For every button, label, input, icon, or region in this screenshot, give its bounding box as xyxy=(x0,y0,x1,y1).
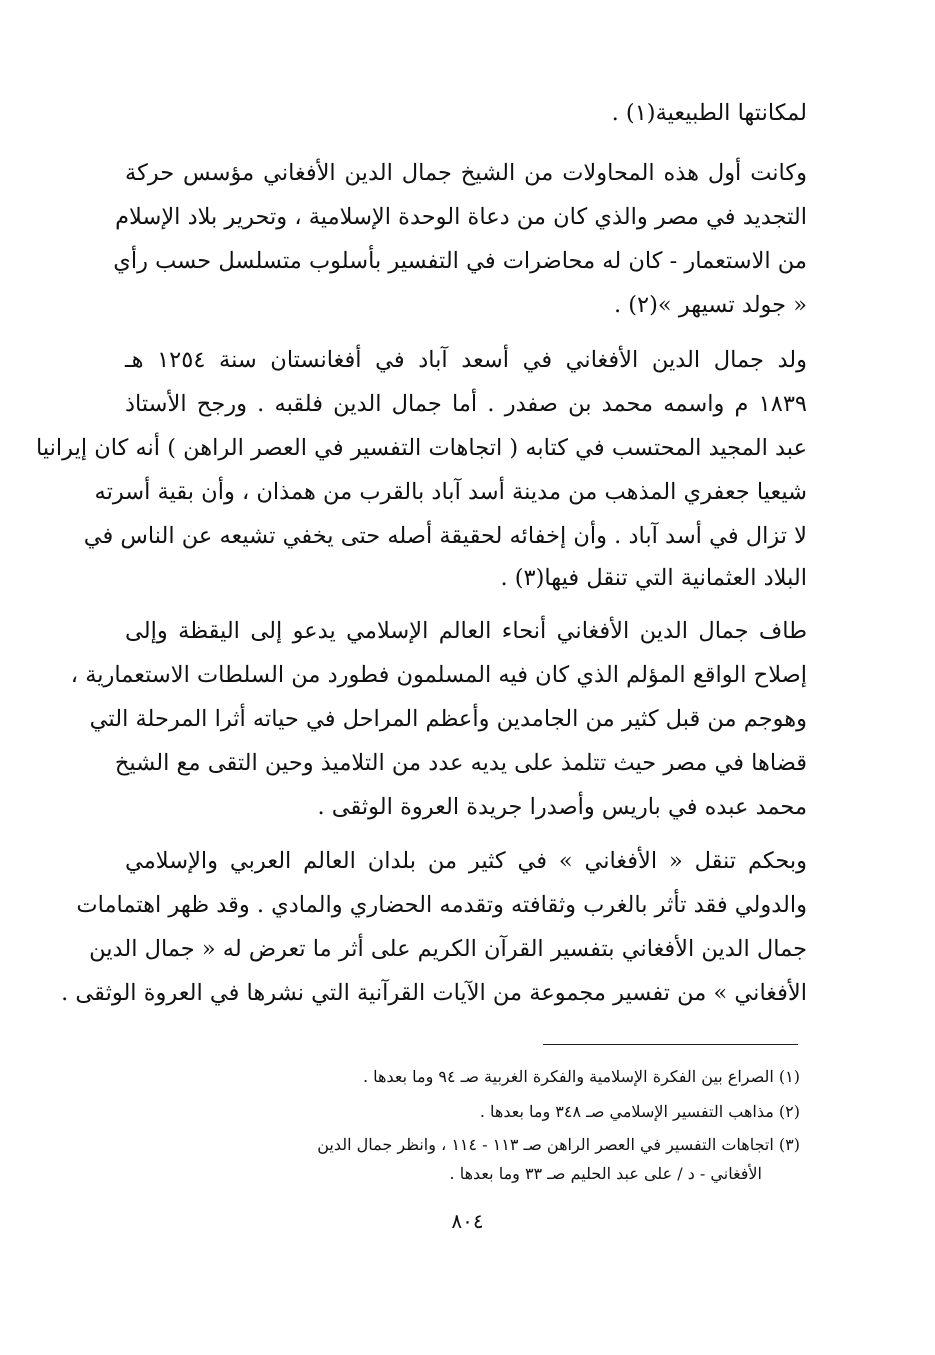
footnote-separator xyxy=(543,1044,798,1045)
footnote: (٣) اتجاهات التفسير في العصر الراهن صـ ١١٣ - ١١٤ ، وانظر جمال الدين xyxy=(317,1135,800,1154)
body-line: « جولد تسيهر »(٢) . xyxy=(613,292,807,318)
body-line: والدولي فقد تأثر بالغرب وثقافته وتقدمه الحضاري والمادي . وقد ظهر اهتمامات xyxy=(76,892,807,918)
body-line: البلاد العثمانية التي تنقل فيها(٣) . xyxy=(500,565,807,591)
body-line: وكانت أول هذه المحاولات من الشيخ جمال الدين الأفغاني مؤسس حركة xyxy=(125,160,807,186)
body-line: وهوجم من قبل كثير من الجامدين وأعظم المراحل في حياته أثرا المرحلة التي xyxy=(89,706,807,732)
body-line: من الاستعمار - كان له محاضرات في التفسير بأسلوب متسلسل حسب رأي xyxy=(113,248,807,274)
body-line: وبحكم تنقل « الأفغاني » في كثير من بلدان العالم العربي والإسلامي xyxy=(125,848,807,874)
page-number: ٨٠٤ xyxy=(451,1209,484,1233)
body-line: عبد المجيد المحتسب في كتابه ( اتجاهات التفسير في العصر الراهن ) أنه كان إيرانيا xyxy=(36,435,807,461)
body-line: ولد جمال الدين الأفغاني في أسعد آباد في أفغانستان سنة ١٢٥٤ هـ xyxy=(125,347,807,373)
body-line: قضاها في مصر حيث تتلمذ على يديه عدد من التلاميذ وحين التقى مع الشيخ xyxy=(114,750,807,776)
footnote-continuation: الأفغاني - د / على عبد الحليم صـ ٣٣ وما بعدها . xyxy=(449,1164,762,1183)
footnote: (٢) مذاهب التفسير الإسلامي صـ ٣٤٨ وما بعدها . xyxy=(479,1102,800,1121)
footnote: (١) الصراع بين الفكرة الإسلامية والفكرة الغربية صـ ٩٤ وما بعدها . xyxy=(363,1067,800,1086)
body-line: التجديد في مصر والذي كان من دعاة الوحدة الإسلامية ، وتحرير بلاد الإسلام xyxy=(115,204,807,230)
body-line: إصلاح الواقع المؤلم الذي كان فيه المسلمون فطورد من السلطات الاستعمارية ، xyxy=(70,662,807,688)
body-line: لمكانتها الطبيعية(١) . xyxy=(611,100,807,126)
body-line: ١٨٣٩ م واسمه محمد بن صفدر . أما جمال الدين فلقبه . ورجح الأستاذ xyxy=(125,391,807,417)
body-line: شيعيا جعفري المذهب من مدينة أسد آباد بالقرب من همذان ، وأن بقية أسرته xyxy=(94,479,807,505)
body-line: لا تزال في أسد آباد . وأن إخفائه لحقيقة أصله حتى يخفي تشيعه عن الناس في xyxy=(83,523,807,549)
body-line: جمال الدين الأفغاني بتفسير القرآن الكريم على أثر ما تعرض له « جمال الدين xyxy=(89,936,807,962)
body-line: طاف جمال الدين الأفغاني أنحاء العالم الإسلامي يدعو إلى اليقظة وإلى xyxy=(125,618,807,644)
body-line: محمد عبده في باريس وأصدرا جريدة العروة الوثقى . xyxy=(317,794,807,820)
body-line: الأفغاني » من تفسير مجموعة من الآيات القرآنية التي نشرها في العروة الوثقى . xyxy=(61,980,807,1006)
